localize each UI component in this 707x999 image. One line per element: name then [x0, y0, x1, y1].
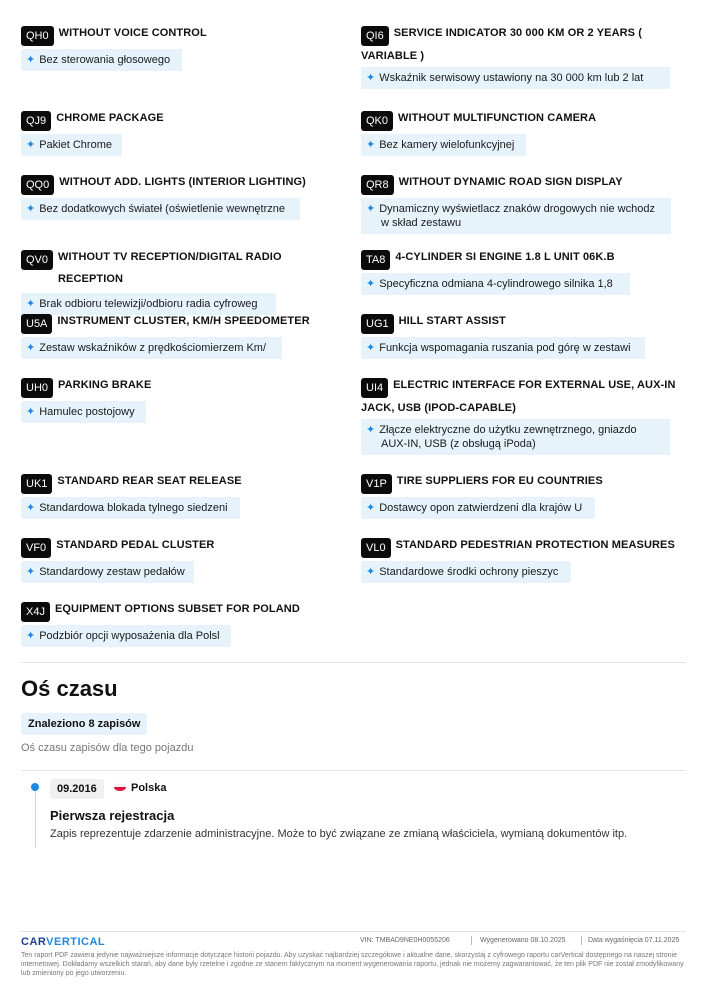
equipment-code: VF0	[21, 538, 51, 558]
equipment-code: UI4	[361, 378, 388, 398]
equipment-code: QR8	[361, 175, 394, 195]
equipment-title-continued: JACK, USB (IPOD-CAPABLE)	[361, 402, 516, 414]
equipment-title: WITHOUT MULTIFUNCTION CAMERA	[398, 112, 597, 124]
event-description: Zapis reprezentuje zdarzenie administracyjne. Może to być związane ze zmianą właściciela, wymianą dokumentów itp.	[50, 828, 628, 840]
equipment-description: ✦ Dostawcy opon zatwierdzeni dla krajów U	[361, 497, 595, 519]
equipment-description: ✦ Bez kamery wielofunkcyjnej	[361, 134, 526, 156]
equipment-description: ✦ Złącze elektryczne do użytku zewnętrznego, gniazdo AUX-IN, USB (z obsługą iPoda)	[361, 419, 670, 455]
equipment-description: ✦ Standardowy zestaw pedałów	[21, 561, 194, 583]
equipment-description: ✦ Brak odbioru telewizji/odbioru radia cyfroweg	[21, 293, 276, 315]
equipment-title: WITHOUT TV RECEPTION/DIGITAL RADIO RECEPTION	[58, 251, 282, 285]
equipment-title: HILL START ASSIST	[398, 315, 506, 327]
sparkle-icon: ✦	[26, 298, 36, 310]
equipment-code: UK1	[21, 474, 52, 494]
equipment-title: WITHOUT VOICE CONTROL	[58, 27, 207, 39]
sparkle-icon: ✦	[366, 139, 376, 151]
equipment-title: INSTRUMENT CLUSTER, KM/H SPEEDOMETER	[57, 315, 310, 327]
equipment-title-continued: VARIABLE )	[361, 50, 425, 62]
sparkle-icon: ✦	[26, 406, 36, 418]
equipment-code: X4J	[21, 602, 50, 622]
poland-flag-icon	[114, 783, 126, 791]
sparkle-icon: ✦	[26, 502, 36, 514]
equipment-item	[21, 27, 341, 76]
timeline-heading: Oś czasu	[21, 676, 118, 701]
sparkle-icon: ✦	[366, 502, 376, 514]
footer-expiry-date: Data wygaśnięcia 07.11.2025	[588, 937, 680, 944]
footer-disclaimer: Ten raport PDF zawiera jedynie najważniejsze informacje dotyczące historii pojazdu. Aby uzyskać najbardziej szczegółowe i aktualne dane, skorzystaj z cyfrowego raportu carVertical dostępnego na naszej stronie internetowej. Dokładamy wszelkich starań, aby dane były rzetelne i zgodne ze stanem faktycznym na moment wygenerowania raportu, jednak nie możemy zagwarantować, że ten plik PDF nie został zmodyfikowany lub zmieniony po jego utworzeniu.	[21, 952, 684, 977]
records-count-badge: Znaleziono 8 zapisów	[21, 713, 147, 735]
equipment-description: ✦ Podzbiór opcji wyposażenia dla Polsl	[21, 625, 231, 647]
equipment-item	[21, 176, 341, 225]
equipment-code: QK0	[361, 111, 393, 131]
equipment-code: UG1	[361, 314, 394, 334]
sparkle-icon: ✦	[366, 342, 376, 354]
timeline-divider	[21, 770, 686, 771]
equipment-description: ✦ Pakiet Chrome	[21, 134, 122, 156]
equipment-item	[361, 539, 681, 588]
equipment-item	[361, 27, 681, 94]
sparkle-icon: ✦	[366, 72, 376, 84]
equipment-title: PARKING BRAKE	[58, 379, 152, 391]
equipment-item	[21, 379, 341, 428]
equipment-description: ✦ Bez dodatkowych świateł (oświetlenie wewnętrzne	[21, 198, 300, 220]
equipment-item	[361, 251, 681, 300]
equipment-title: TIRE SUPPLIERS FOR EU COUNTRIES	[396, 475, 603, 487]
sparkle-icon: ✦	[26, 342, 36, 354]
equipment-item	[361, 379, 681, 460]
equipment-item	[361, 475, 681, 524]
event-country: Polska	[131, 782, 167, 794]
equipment-code: QV0	[21, 250, 53, 270]
equipment-description: ✦ Standardowe środki ochrony pieszyc	[361, 561, 571, 583]
equipment-title: WITHOUT DYNAMIC ROAD SIGN DISPLAY	[398, 176, 623, 188]
equipment-code: QQ0	[21, 175, 54, 195]
equipment-code: UH0	[21, 378, 53, 398]
equipment-description: ✦ Zestaw wskaźników z prędkościomierzem Km/	[21, 337, 282, 359]
sparkle-icon: ✦	[366, 566, 376, 578]
equipment-title: EQUIPMENT OPTIONS SUBSET FOR POLAND	[54, 603, 300, 615]
sparkle-icon: ✦	[366, 424, 376, 436]
footer-divider	[21, 931, 686, 932]
equipment-title: SERVICE INDICATOR 30 000 KM OR 2 YEARS (	[393, 27, 643, 39]
section-divider	[21, 662, 686, 663]
carvertical-logo: CARVERTICAL	[21, 936, 106, 948]
equipment-title: WITHOUT ADD. LIGHTS (INTERIOR LIGHTING)	[59, 176, 306, 188]
sparkle-icon: ✦	[26, 566, 36, 578]
equipment-code: QI6	[361, 26, 389, 46]
equipment-code: U5A	[21, 314, 52, 334]
sparkle-icon: ✦	[26, 54, 36, 66]
timeline-dot	[31, 783, 39, 791]
equipment-item	[361, 315, 681, 364]
footer-generated-date: Wygenerowano 08.10.2025	[480, 937, 566, 944]
timeline-subtitle: Oś czasu zapisów dla tego pojazdu	[21, 742, 194, 754]
timeline-line	[35, 788, 36, 848]
equipment-description: ✦ Bez sterowania głosowego	[21, 49, 182, 71]
equipment-title: ELECTRIC INTERFACE FOR EXTERNAL USE, AUX-IN	[393, 379, 676, 391]
sparkle-icon: ✦	[26, 630, 36, 642]
equipment-description: ✦ Wskaźnik serwisowy ustawiony na 30 000 km lub 2 lat	[361, 67, 670, 89]
sparkle-icon: ✦	[366, 203, 376, 215]
footer-separator	[581, 936, 582, 945]
equipment-description: ✦ Hamulec postojowy	[21, 401, 146, 423]
event-title: Pierwsza rejestracja	[50, 808, 175, 823]
equipment-item	[361, 176, 681, 239]
equipment-description: ✦ Specyficzna odmiana 4-cylindrowego silnika 1,8	[361, 273, 630, 295]
equipment-item	[21, 315, 341, 364]
equipment-code: QJ9	[21, 111, 51, 131]
equipment-description: ✦ Standardowa blokada tylnego siedzeni	[21, 497, 240, 519]
equipment-description: ✦ Funkcja wspomagania ruszania pod górę w zestawi	[361, 337, 645, 359]
equipment-title: STANDARD REAR SEAT RELEASE	[57, 475, 242, 487]
equipment-item	[21, 475, 341, 524]
equipment-title: 4-CYLINDER SI ENGINE 1.8 L UNIT 06K.B	[395, 251, 615, 263]
equipment-title: CHROME PACKAGE	[56, 112, 164, 124]
sparkle-icon: ✦	[366, 278, 376, 290]
equipment-description: ✦ Dynamiczny wyświetlacz znaków drogowych nie wchodz w skład zestawu	[361, 198, 671, 234]
equipment-title: STANDARD PEDESTRIAN PROTECTION MEASURES	[395, 539, 675, 551]
equipment-code: QH0	[21, 26, 54, 46]
sparkle-icon: ✦	[26, 203, 36, 215]
equipment-title: STANDARD PEDAL CLUSTER	[56, 539, 215, 551]
equipment-item	[21, 112, 341, 161]
sparkle-icon: ✦	[26, 139, 36, 151]
equipment-code: VL0	[361, 538, 391, 558]
equipment-code: V1P	[361, 474, 392, 494]
equipment-code: TA8	[361, 250, 390, 270]
footer-separator	[471, 936, 472, 945]
equipment-item	[21, 603, 341, 652]
event-date: 09.2016	[50, 779, 104, 799]
equipment-item	[21, 539, 341, 588]
footer-vin: VIN: TMBAD9NE0H0055206	[360, 937, 450, 944]
equipment-item	[361, 112, 681, 161]
